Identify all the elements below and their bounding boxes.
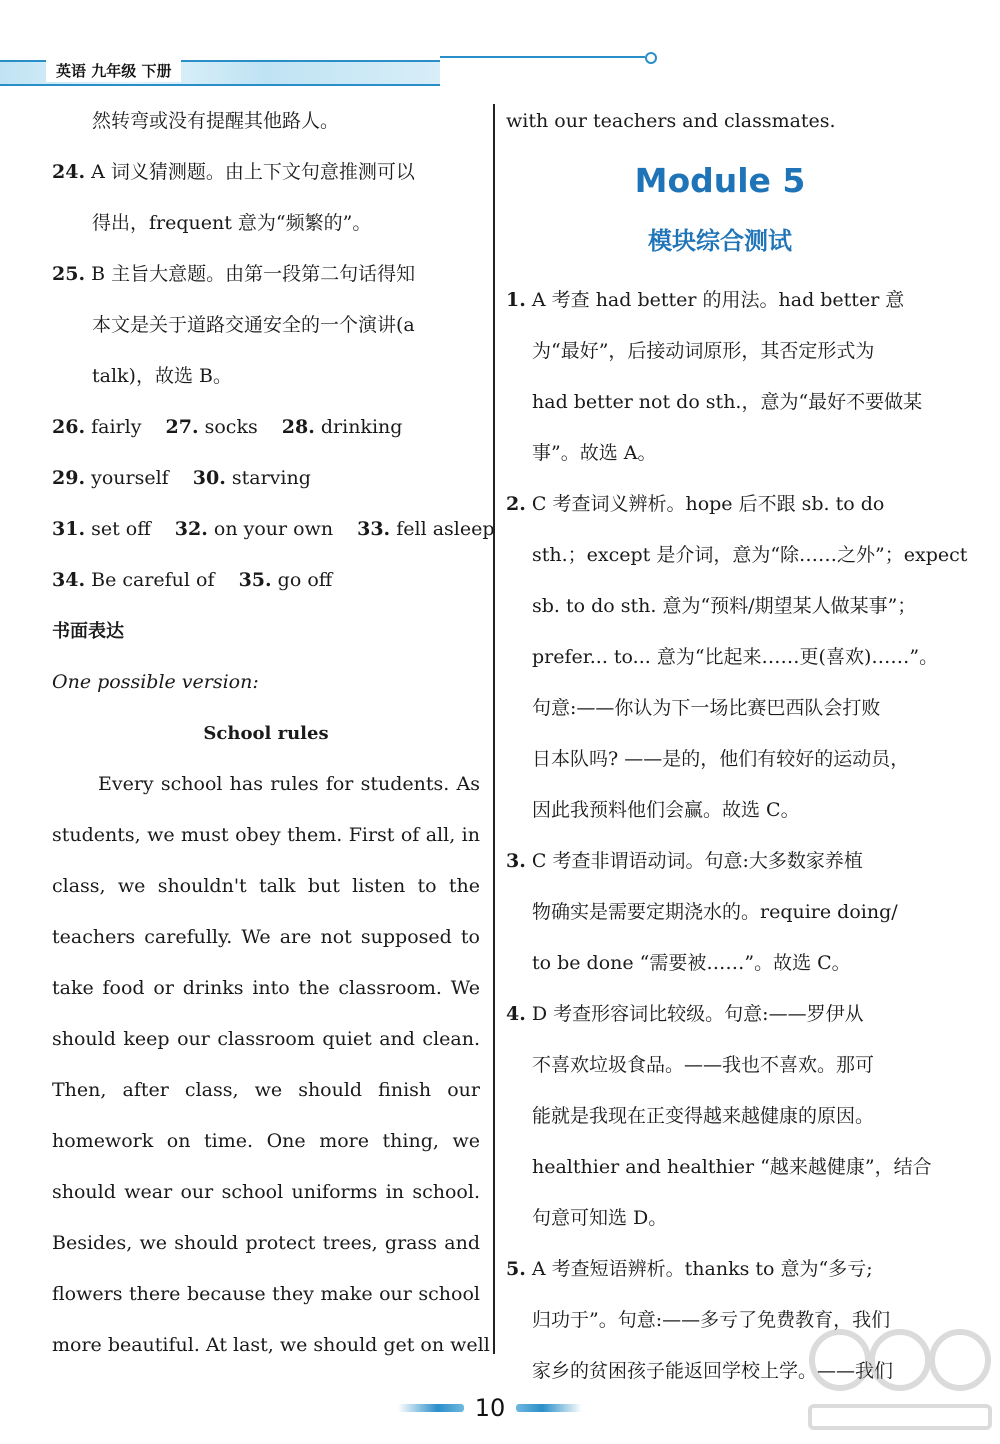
text-line: to be done “需要被……”。故选 C。: [532, 952, 851, 974]
answer-row: [52, 504, 495, 555]
answer-text: Be careful of: [91, 569, 215, 591]
answer-item: [506, 1244, 934, 1295]
text-line: 得出，frequent 意为“频繁的”。: [92, 212, 372, 234]
item-number: 3.: [506, 850, 526, 872]
item-number: 31.: [52, 518, 86, 540]
answer-item: [506, 275, 934, 326]
answer-text: drinking: [320, 416, 403, 438]
text-line: prefer... to... 意为“比起来……更(喜欢)……”。: [532, 646, 939, 668]
text-line: 能就是我现在正变得越来越健康的原因。: [532, 1105, 875, 1127]
item-number: 32.: [174, 518, 208, 540]
answer-item: [52, 147, 480, 198]
right-column: [506, 96, 968, 1397]
text-line: 家乡的贫困孩子能返回学校上学。——我们: [532, 1360, 894, 1382]
item-number: 25.: [52, 263, 86, 285]
answer-text: fell asleep: [396, 518, 495, 540]
essay-line: Every school has rules for students. As: [98, 773, 480, 795]
item-number: 1.: [506, 289, 526, 311]
essay-line: homework on time. One more thing, we: [52, 1130, 480, 1152]
item-number: 35.: [238, 569, 272, 591]
answer-row: [52, 555, 480, 606]
item-text: A 词义猜测题。由上下文句意推测可以: [91, 161, 415, 183]
item-number: 24.: [52, 161, 86, 183]
essay-line: more beautiful. At last, we should get on well: [52, 1334, 490, 1356]
book-title: 英语 九年级 下册: [46, 60, 181, 82]
text-line: talk)，故选 B。: [92, 365, 232, 387]
header-rule: [440, 56, 645, 58]
essay-line: teachers carefully. We are not supposed to: [52, 926, 480, 948]
text-line: 物确实是需要定期浇水的。require doing/: [532, 901, 898, 923]
text-line: 不喜欢垃圾食品。——我也不喜欢。那可: [532, 1054, 875, 1076]
item-number: 33.: [357, 518, 391, 540]
item-number: 28.: [281, 416, 315, 438]
text-line: healthier and healthier “越来越健康”，结合: [532, 1156, 932, 1178]
item-number: 27.: [165, 416, 199, 438]
page-header: [0, 50, 660, 90]
text-line: 本文是关于道路交通安全的一个演讲(a: [92, 314, 415, 336]
text-line: 日本队吗? ——是的，他们有较好的运动员，: [532, 748, 910, 770]
column-divider: [493, 104, 495, 1354]
text-line: 事”。故选 A。: [532, 442, 657, 464]
text-line: 因此我预料他们会赢。故选 C。: [532, 799, 800, 821]
answer-text: socks: [204, 416, 258, 438]
item-number: 34.: [52, 569, 86, 591]
answer-item: [506, 989, 934, 1040]
answer-text: fairly: [91, 416, 142, 438]
answer-row: [52, 402, 480, 453]
page-number: 10: [474, 1394, 506, 1422]
essay-line: Then, after class, we should finish our: [52, 1079, 480, 1101]
essay-title: School rules: [203, 723, 329, 744]
item-text: D 考查形容词比较级。句意:——罗伊从: [531, 1003, 864, 1025]
text-line: sb. to do sth. 意为“预料/期望某人做某事”；: [532, 595, 917, 617]
footer-ornament-icon: [398, 1404, 464, 1412]
text-line: 为“最好”，后接动词原形，其否定形式为: [532, 340, 875, 362]
essay-line: students, we must obey them. First of all, in: [52, 824, 480, 846]
text-line: 句意:——你认为下一场比赛巴西队会打败: [532, 697, 881, 719]
item-text: A 考查短语辨析。thanks to 意为“多亏;: [531, 1258, 873, 1280]
item-number: 29.: [52, 467, 86, 489]
essay-line: with our teachers and classmates.: [506, 110, 836, 132]
essay-line: should wear our school uniforms in school.: [52, 1181, 480, 1203]
item-number: 26.: [52, 416, 86, 438]
answer-text: go off: [277, 569, 333, 591]
answer-text: yourself: [91, 467, 169, 489]
text-line: 归功于”。句意:——多亏了免费教育，我们: [532, 1309, 891, 1331]
version-label: One possible version:: [52, 671, 259, 693]
text-line: sth.；except 是介词，意为“除……之外”；expect: [532, 544, 968, 566]
answer-item: [506, 836, 934, 887]
answer-item: [52, 249, 480, 300]
module-title: Module 5: [634, 161, 806, 200]
text-line: had better not do sth.，意为“最好不要做某: [532, 391, 923, 413]
essay-line: flowers there because they make our school: [52, 1283, 480, 1305]
answer-item: [506, 479, 934, 530]
essay-line: take food or drinks into the classroom. We: [52, 977, 480, 999]
answer-text: set off: [91, 518, 151, 540]
answer-row: [52, 453, 480, 504]
text-line: 句意可知选 D。: [532, 1207, 668, 1229]
item-text: B 主旨大意题。由第一段第二句话得知: [91, 263, 416, 285]
module-subtitle: 模块综合测试: [648, 227, 792, 255]
watermark-logo-icon: [800, 1320, 1000, 1444]
text-line: 然转弯或没有提醒其他路人。: [92, 110, 340, 132]
item-number: 4.: [506, 1003, 526, 1025]
essay-line: class, we shouldn't talk but listen to the: [52, 875, 480, 897]
header-dot-icon: [645, 52, 657, 64]
item-number: 5.: [506, 1258, 526, 1280]
answer-text: on your own: [213, 518, 334, 540]
essay-line: Besides, we should protect trees, grass and: [52, 1232, 480, 1254]
item-number: 30.: [192, 467, 226, 489]
section-title: 书面表达: [52, 621, 124, 642]
essay-line: should keep our classroom quiet and clean.: [52, 1028, 480, 1050]
item-number: 2.: [506, 493, 526, 515]
item-text: C 考查非谓语动词。句意:大多数家养植: [531, 850, 863, 872]
item-text: C 考查词义辨析。hope 后不跟 sb. to do: [531, 493, 885, 515]
left-column: [52, 96, 495, 1371]
footer-ornament-icon: [516, 1404, 582, 1412]
answer-text: starving: [231, 467, 311, 489]
item-text: A 考查 had better 的用法。had better 意: [531, 289, 905, 311]
